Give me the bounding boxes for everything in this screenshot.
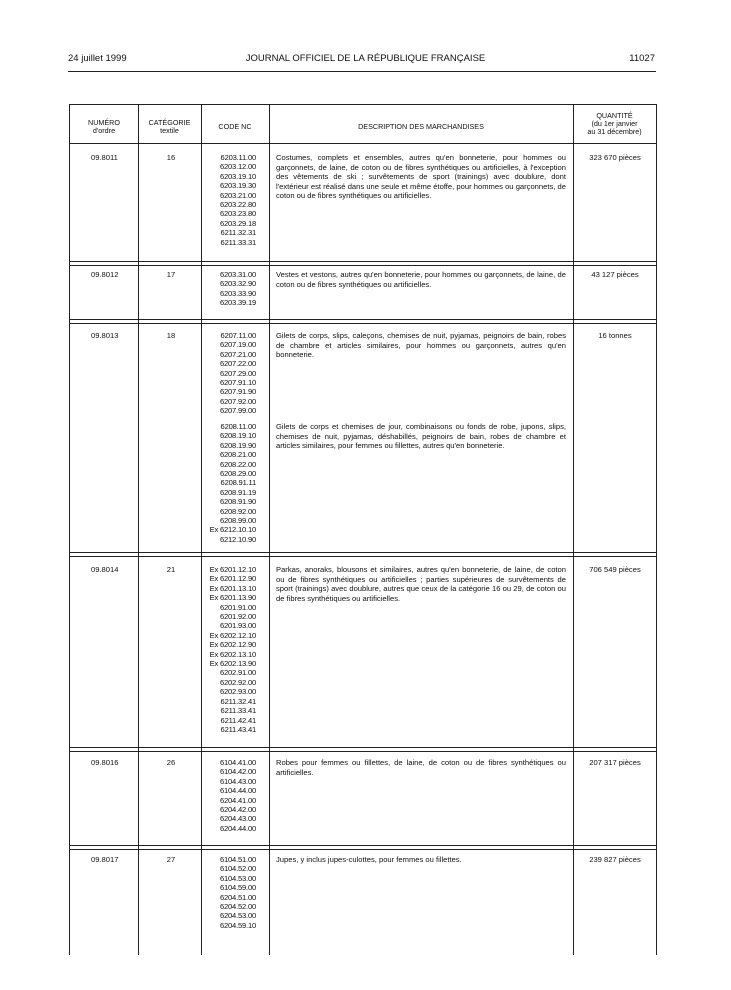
- nc-code: 6208.99.00: [219, 516, 256, 526]
- nc-code: 6208.11.00: [220, 422, 256, 431]
- nc-code: 6204.43.00: [219, 814, 256, 824]
- header-quantite: [573, 112, 656, 136]
- row-codes: [196, 565, 256, 734]
- nc-code: 6208.19.90: [219, 440, 256, 450]
- row-numero: 09.8012: [91, 270, 119, 279]
- nc-code: 6203.11.00: [220, 153, 256, 162]
- nc-code: 6203.31.00: [219, 270, 256, 279]
- row-quantite: 207 317 pièces: [589, 758, 641, 767]
- nc-code: 6204.52.00: [219, 902, 256, 912]
- row-numero: 09.8013: [91, 331, 119, 340]
- row-categorie: 17: [166, 270, 176, 279]
- header-quantite-line: (du 1er janvier: [591, 119, 638, 128]
- nc-code: 6203.23.80: [219, 209, 256, 219]
- row-codes: [196, 855, 256, 930]
- nc-code: 6104.59.00: [219, 883, 256, 893]
- column-divider: [573, 105, 574, 955]
- nc-code: 6203.22.80: [219, 200, 256, 210]
- nc-code: 6208.21.00: [219, 450, 256, 460]
- nc-code: 6212.10.90: [219, 534, 256, 544]
- row-description: Gilets de corps et chemises de jour, combinaisons ou fonds de robe, jupons, slips, chemises de nuit, pyjamas, déshabillés, peignoirs de bain, robes de chambre et articles similaires, pour femmes ou fillettes, autres qu'en bonneterie.: [276, 422, 566, 451]
- row-description: Vestes et vestons, autres qu'en bonneterie, pour hommes ou garçonnets, de laine, de coton ou de fibres synthétiques ou artificielles.: [276, 270, 566, 289]
- row-codes: [196, 758, 256, 833]
- row-categorie: 18: [166, 331, 176, 340]
- nc-code: 6211.43.41: [220, 724, 256, 734]
- row-divider: [70, 845, 656, 850]
- nc-code: Ex 6201.13.90: [209, 593, 256, 603]
- header-categorie-line: textile: [160, 126, 179, 135]
- row-description: Gilets de corps, slips, caleçons, chemises de nuit, pyjamas, peignoirs de bain, robes de chambre et articles similaires, pour hommes ou garçonnets, autres qu'en bonneterie.: [276, 331, 566, 360]
- nc-code: 6104.41.00: [219, 758, 256, 767]
- row-divider: [70, 319, 656, 324]
- nc-code: Ex 6202.12.10: [209, 630, 256, 640]
- header-quantite-line: au 31 décembre): [587, 127, 642, 136]
- header-numero-line: NUMÉRO: [88, 118, 120, 127]
- header-date: 24 juillet 1999: [68, 53, 127, 64]
- nc-code: 6207.91.10: [219, 378, 256, 388]
- row-quantite: 323 670 pièces: [589, 153, 641, 162]
- nc-code: 6202.93.00: [219, 687, 256, 697]
- column-divider: [138, 105, 139, 955]
- nc-code: 6201.92.00: [219, 612, 256, 622]
- nc-code: 6208.91.90: [219, 497, 256, 507]
- header-code-line: CODE NC: [218, 122, 252, 131]
- nc-code: 6204.59.10: [219, 920, 256, 930]
- nc-code: 6203.19.30: [219, 181, 256, 191]
- nc-code: 6104.44.00: [219, 786, 256, 796]
- nc-code: 6207.29.00: [219, 368, 256, 378]
- nc-code: Ex 6201.13.10: [209, 583, 256, 593]
- nc-code: Ex 6212.10.10: [209, 525, 256, 535]
- nc-code: 6204.51.00: [219, 892, 256, 902]
- row-codes: [196, 422, 256, 544]
- nc-code: 6211.33.41: [220, 706, 256, 716]
- header-categorie: [138, 119, 201, 135]
- header-numero: [70, 119, 138, 135]
- row-categorie: 26: [166, 758, 176, 767]
- row-quantite: 239 827 pièces: [589, 855, 641, 864]
- header-description-line: DESCRIPTION DES MARCHANDISES: [358, 122, 484, 131]
- row-categorie: 21: [166, 565, 176, 574]
- row-divider: [70, 552, 656, 557]
- nc-code: 6204.53.00: [219, 911, 256, 921]
- row-codes: [196, 270, 256, 308]
- nc-code: 6204.42.00: [219, 805, 256, 815]
- nc-code: Ex 6202.13.10: [209, 649, 256, 659]
- row-quantite: 43 127 pièces: [591, 270, 639, 279]
- row-divider: [70, 747, 656, 752]
- row-numero: 09.8017: [91, 855, 119, 864]
- nc-code: 6104.51.00: [219, 855, 256, 864]
- nc-code: 6208.91.11: [220, 478, 256, 488]
- nc-code: 6203.21.00: [219, 190, 256, 200]
- nc-code: 6208.22.00: [219, 459, 256, 469]
- nc-code: 6211.32.31: [220, 228, 256, 238]
- row-categorie: 16: [166, 153, 176, 162]
- nc-code: 6202.91.00: [219, 668, 256, 678]
- nc-code: 6211.33.31: [220, 237, 256, 247]
- nc-code: 6104.43.00: [219, 776, 256, 786]
- row-description: Parkas, anoraks, blousons et similaires, autres qu'en bonneterie, de laine, de coton ou de fibres synthétiques ou artificielles ; parties supérieures de survêtements de sport (trainings) avec doublure, autres que ceux de la catégorie 16 ou 29, de coton ou de fibres synthétiques ou artificielles.: [276, 565, 566, 603]
- header-description: [269, 123, 573, 131]
- nc-code: 6207.92.00: [219, 396, 256, 406]
- nc-code: 6204.44.00: [219, 823, 256, 833]
- header-rule: [68, 71, 656, 72]
- nc-code: 6104.42.00: [219, 767, 256, 777]
- nc-code: 6201.93.00: [219, 621, 256, 631]
- header-quantite-line: QUANTITÉ: [596, 111, 633, 120]
- nc-code: 6203.33.90: [219, 288, 256, 298]
- row-description: Jupes, y inclus jupes-culottes, pour femmes ou fillettes.: [276, 855, 462, 864]
- nc-code: 6208.92.00: [219, 506, 256, 516]
- row-numero: 09.8016: [91, 758, 119, 767]
- nc-code: 6208.19.10: [219, 431, 256, 441]
- nc-code: Ex 6202.13.90: [209, 659, 256, 669]
- row-quantite: 706 549 pièces: [589, 565, 641, 574]
- nc-code: 6207.99.00: [219, 406, 256, 416]
- header-numero-line: d'ordre: [92, 126, 116, 135]
- nc-code: 6207.11.00: [220, 331, 256, 340]
- row-description: Robes pour femmes ou fillettes, de laine, de coton ou de fibres synthétiques ou artificielles.: [276, 758, 566, 777]
- row-description: Costumes, complets et ensembles, autres qu'en bonneterie, pour hommes ou garçonnets, de laine, de coton ou de fibres synthétiques ou artificielles, à l'exception des vêtements de ski ; survêtements de sport (trainings) avec doublure, dont l'extérieur est réalisé dans une seule et même étoffe, pour hommes ou garçonnets, de coton ou de fibres synthétiques ou artificielles.: [276, 153, 566, 201]
- nc-code: 6208.91.19: [219, 487, 256, 497]
- nc-code: Ex 6201.12.90: [209, 574, 256, 584]
- nc-code: 6203.29.18: [219, 218, 256, 228]
- nc-code: Ex 6201.12.10: [209, 565, 256, 574]
- row-quantite: 16 tonnes: [598, 331, 632, 340]
- row-numero: 09.8011: [91, 153, 118, 162]
- nc-code: 6207.22.00: [219, 359, 256, 369]
- nc-code: 6203.12.00: [219, 162, 256, 172]
- header-code: [201, 123, 269, 131]
- nc-code: 6104.53.00: [219, 873, 256, 883]
- row-divider: [70, 261, 656, 266]
- row-numero: 09.8014: [91, 565, 119, 574]
- nc-code: 6204.41.00: [219, 795, 256, 805]
- nc-code: 6104.52.00: [219, 864, 256, 874]
- row-codes: [196, 331, 256, 416]
- header-divider: [70, 143, 656, 144]
- nc-code: 6203.32.90: [219, 279, 256, 289]
- nc-code: 6207.19.00: [219, 340, 256, 350]
- row-codes: [196, 153, 256, 247]
- row-categorie: 27: [166, 855, 176, 864]
- nc-code: 6207.21.00: [219, 349, 256, 359]
- nc-code: 6203.39.19: [219, 298, 256, 308]
- journal-title: JOURNAL OFFICIEL DE LA RÉPUBLIQUE FRANÇAISE: [245, 53, 486, 64]
- nc-code: 6211.32.41: [220, 696, 256, 706]
- nc-code: Ex 6202.12.90: [209, 640, 256, 650]
- nc-code: 6203.19.10: [219, 171, 256, 181]
- nc-code: 6208.29.00: [219, 469, 256, 479]
- nc-code: 6207.91.90: [219, 387, 256, 397]
- column-divider: [269, 105, 270, 955]
- goods-table: [69, 104, 657, 955]
- nc-code: 6211.42.41: [220, 715, 256, 725]
- header-categorie-line: CATÉGORIE: [148, 118, 191, 127]
- nc-code: 6201.91.00: [219, 602, 256, 612]
- page-number: 11027: [629, 53, 655, 64]
- nc-code: 6202.92.00: [219, 677, 256, 687]
